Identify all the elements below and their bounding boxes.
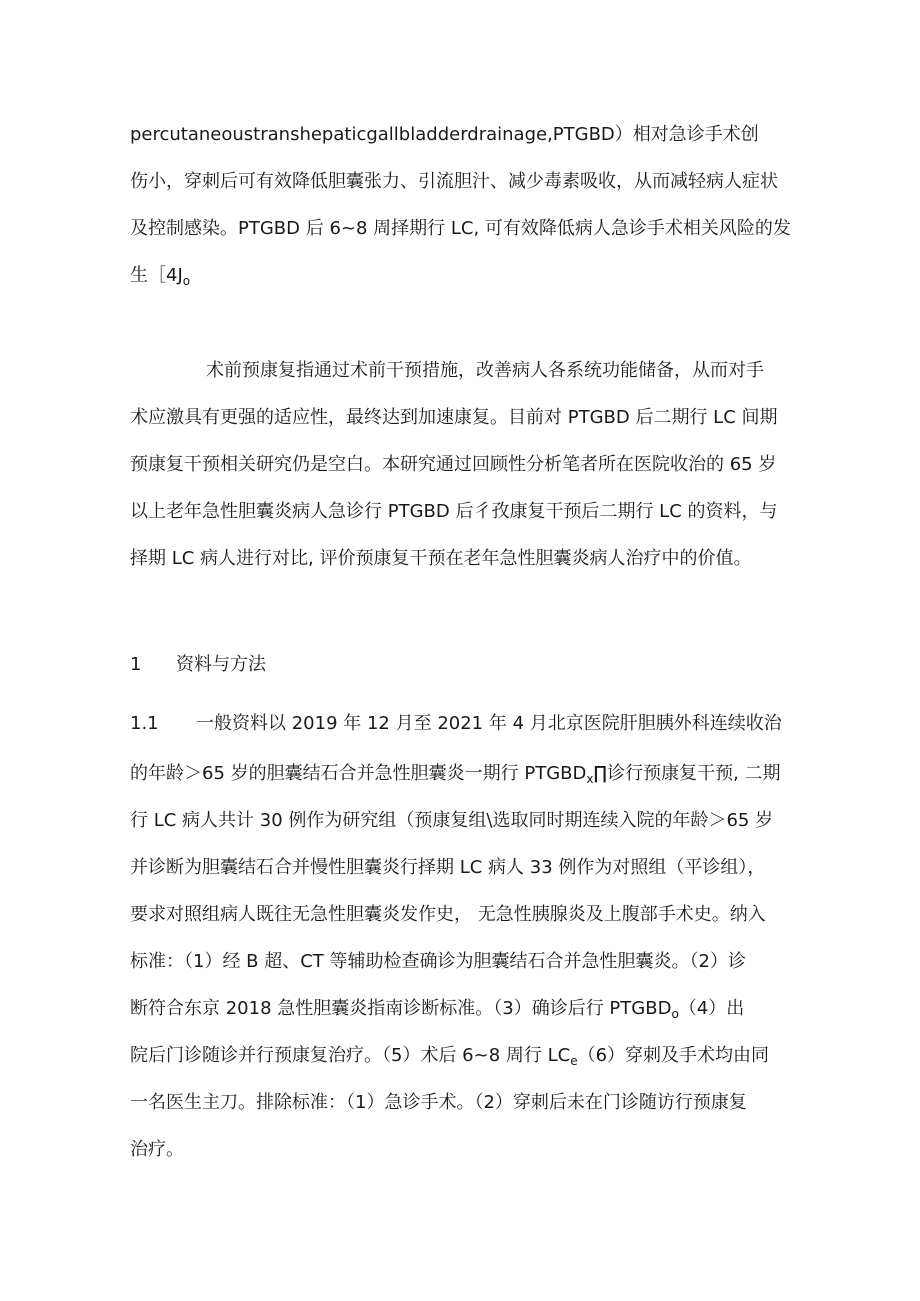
line8-sub: e xyxy=(570,1054,578,1068)
para1-line-2: 伤小，穿刺后可有效降低胆囊张力、引流胆汁、减少毒素吸收，从而减轻病人症状 xyxy=(130,171,778,192)
section-1-1-line-2 xyxy=(130,762,810,791)
line7-a: 断符合东京 2018 急性胆囊炎指南诊断标准。（3）确诊后行 PTGBD xyxy=(130,998,672,1019)
para1-line-1: percutaneoustranshepaticgallbladderdrainage,PTGBD）相对急诊手术创 xyxy=(130,124,759,145)
line8-b: （6）穿刺及手术均由同 xyxy=(577,1045,770,1066)
section-1-1-line-10: 治疗。 xyxy=(130,1139,184,1160)
para2-line-5: 择期 LC 病人进行对比, 评价预康复干预在老年急性胆囊炎病人治疗中的价值。 xyxy=(130,548,752,569)
section-1-title: 资料与方法 xyxy=(176,654,266,675)
para2-line-3: 预康复干预相关研究仍是空白。本研究通过回顾性分析笔者所在医院收治的 65 岁 xyxy=(130,454,777,475)
section-1-1-line-3: 行 LC 病人共计 30 例作为研究组（预康复组\选取同时期连续入院的年龄＞65 岁 xyxy=(130,810,774,831)
line8-a: 院后门诊随诊并行预康复治疗。（5）术后 6~8 周行 LC xyxy=(130,1045,571,1066)
section-1-1-line-1: 一般资料以 2019 年 12 月至 2021 年 4 月北京医院肝胆胰外科连续收治 xyxy=(196,713,782,734)
para1-line-4 xyxy=(130,264,810,293)
line2-b: ∏诊行预康复干预, 二期 xyxy=(593,763,781,784)
para1-line-3: 及控制感染。PTGBD 后 6~8 周择期行 LC, 可有效降低病人急诊手术相关风险的发 xyxy=(130,218,791,239)
section-1-1-line-9: 一名医生主刀。排除标准：（1）急诊手术。（2）穿刺后未在门诊随访行预康复 xyxy=(130,1092,747,1113)
para2-line-1: 术前预康复指通过术前干预措施，改善病人各系统功能储备，从而对手 xyxy=(206,360,764,381)
section-1-1-line-5: 要求对照组病人既往无急性胆囊炎发作史， 无急性胰腺炎及上腹部手术史。纳入 xyxy=(130,904,766,925)
line2-sub: x xyxy=(586,772,594,786)
para1-line-4-text: 生［4J xyxy=(130,265,183,286)
line7-b: （4）出 xyxy=(678,998,745,1019)
section-1-1-line-4: 并诊断为胆囊结石合并慢性胆囊炎行择期 LC 病人 33 例作为对照组（平诊组）， xyxy=(130,857,766,878)
section-1-1-line-7 xyxy=(130,997,810,1026)
line7-sub: o xyxy=(671,1007,679,1021)
section-1-number: 1 xyxy=(130,654,142,675)
section-1-1-line-8 xyxy=(130,1044,810,1073)
para2-line-2: 术应激具有更强的适应性，最终达到加速康复。目前对 PTGBD 后二期行 LC 间期 xyxy=(130,407,778,428)
para1-line-4-sub: o xyxy=(182,274,191,288)
section-1-1-line-6: 标准：（1）经 B 超、CT 等辅助检查确诊为胆囊结石合并急性胆囊炎。（2）诊 xyxy=(130,951,746,972)
section-1-1-number: 1.1 xyxy=(130,713,159,734)
para2-line-4: 以上老年急性胆囊炎病人急诊行 PTGBD 后彳孜康复干预后二期行 LC 的资料，与 xyxy=(130,501,778,522)
line2-a: 的年龄＞65 岁的胆囊结石合并急性胆囊炎一期行 PTGBD xyxy=(130,763,587,784)
